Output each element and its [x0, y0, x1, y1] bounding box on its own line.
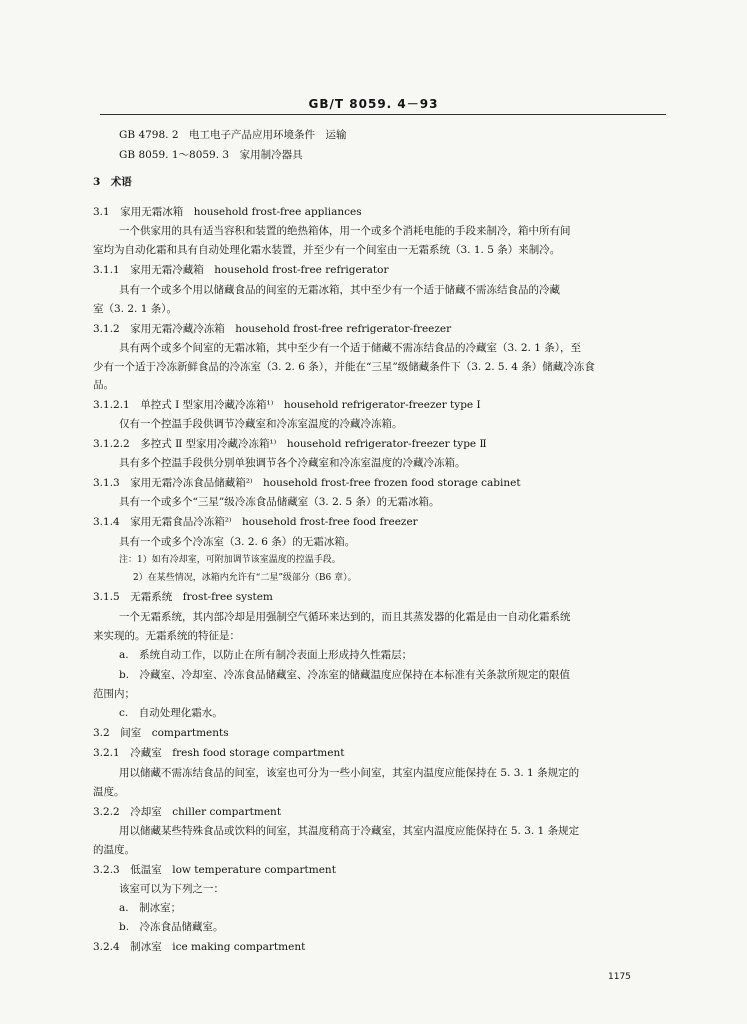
reference-line: GB 4798. 2 电工电子产品应用环境条件 运输 — [119, 129, 347, 141]
term-heading: 3.1.2 家用无霜冷藏冷冻箱 household frost-free refrigerator-freezer — [93, 323, 452, 335]
footnote: 2）在某些情况，冰箱内允许有“二星”级部分（B6 章）。 — [133, 573, 357, 583]
term-heading: 3.2.2 冷却室 chiller compartment — [93, 806, 282, 818]
term-heading: 3.1.2.2 多控式 Ⅱ 型家用冷藏冷冻箱¹⁾ household refrigerator-freezer type Ⅱ — [93, 438, 487, 450]
term-heading: 3.1.2.1 单控式 I 型家用冷藏冷冻箱¹⁾ household refrigerator-freezer type Ⅰ — [93, 399, 481, 411]
section-heading: 3 术语 — [93, 176, 132, 188]
term-heading: 3.2.3 低温室 low temperature compartment — [93, 864, 336, 876]
paragraph-line: 具有两个或多个间室的无霜冰箱，其中至少有一个适于储藏不需冻结食品的冷藏室（3. 2. 1 条），至 — [119, 342, 581, 354]
footnote: 注：1）如有冷却室，可附加调节该室温度的控温手段。 — [119, 555, 341, 565]
paragraph-line: 的温度。 — [93, 844, 135, 856]
term-heading: 3.2.4 制冰室 ice making compartment — [93, 941, 306, 953]
term-heading: 3.1.5 无霜系统 frost-free system — [93, 591, 273, 603]
paragraph-line: 少有一个适于冷冻新鲜食品的冷冻室（3. 2. 6 条），并能在“三星”级储藏条件下（3. 2. 5. 4 条）储藏冷冻食 — [93, 361, 595, 373]
term-heading: 3.1 家用无霜冰箱 household frost-free appliances — [93, 206, 362, 218]
term-heading: 3.2 间室 compartments — [93, 727, 229, 739]
paragraph-line: 用以储藏某些特殊食品或饮料的间室，其温度稍高于冷藏室，其室内温度应能保持在 5. 3. 1 条规定 — [119, 825, 580, 837]
paragraph-line: 具有一个或多个用以储藏食品的间室的无霜冰箱，其中至少有一个适于储藏不需冻结食品的冷藏 — [119, 284, 560, 296]
paragraph-line: 用以储藏不需冻结食品的间室，该室也可分为一些小间室，其室内温度应能保持在 5. 3. 1 条规定的 — [119, 767, 580, 779]
paragraph-line: 具有多个控温手段供分别单独调节各个冷藏室和冷冻室温度的冷藏冷冻箱。 — [119, 457, 466, 469]
list-item: a. 制冰室； — [119, 902, 182, 914]
term-heading: 3.1.3 家用无霜冷冻食品储藏箱²⁾ household frost-free frozen food storage cabinet — [93, 477, 521, 489]
paragraph-line: 该室可以为下列之一： — [119, 883, 224, 895]
paragraph-line: 品。 — [93, 379, 114, 391]
paragraph-line: 范围内； — [93, 688, 135, 700]
paragraph-line: 室（3. 2. 1 条）。 — [93, 303, 177, 315]
page-number: 1175 — [608, 972, 631, 982]
reference-line: GB 8059. 1～8059. 3 家用制冷器具 — [119, 149, 303, 161]
paragraph-line: 来实现的。无霜系统的特征是： — [93, 630, 240, 642]
list-item: b. 冷冻食品储藏室。 — [119, 921, 224, 933]
list-item: b. 冷藏室、冷却室、冷冻食品储藏室、冷冻室的储藏温度应保持在本标准有关条款所规定的限值 — [119, 669, 571, 681]
term-heading: 3.1.1 家用无霜冷藏箱 household frost-free refrigerator — [93, 264, 389, 276]
standard-header: GB/T 8059. 4－93 — [308, 97, 439, 111]
list-item: c. 自动处理化霜水。 — [119, 707, 223, 719]
paragraph-line: 温度。 — [93, 786, 125, 798]
paragraph-line: 仅有一个控温手段供调节冷藏室和冷冻室温度的冷藏冷冻箱。 — [119, 418, 403, 430]
term-heading: 3.2.1 冷藏室 fresh food storage compartment — [93, 747, 345, 759]
paragraph-line: 室均为自动化霜和具有自动处理化霜水装置，并至少有一个间室由一无霜系统（3. 1. 5 条）来制冷。 — [93, 244, 561, 256]
term-heading: 3.1.4 家用无霜食品冷冻箱²⁾ household frost-free food freezer — [93, 516, 418, 528]
header-rule — [100, 114, 666, 115]
paragraph-line: 一个无霜系统，其内部冷却是用强制空气循环来达到的，而且其蒸发器的化霜是由一自动化霜系统 — [119, 611, 571, 623]
paragraph-line: 一个供家用的具有适当容积和装置的绝热箱体，用一个或多个消耗电能的手段来制冷，箱中所有间 — [119, 225, 571, 237]
list-item: a. 系统自动工作，以防止在所有制冷表面上形成持久性霜层； — [119, 649, 413, 661]
paragraph-line: 具有一个或多个“三星”级冷冻食品储藏室（3. 2. 5 条）的无霜冰箱。 — [119, 496, 440, 508]
paragraph-line: 具有一个或多个冷冻室（3. 2. 6 条）的无霜冰箱。 — [119, 536, 356, 548]
